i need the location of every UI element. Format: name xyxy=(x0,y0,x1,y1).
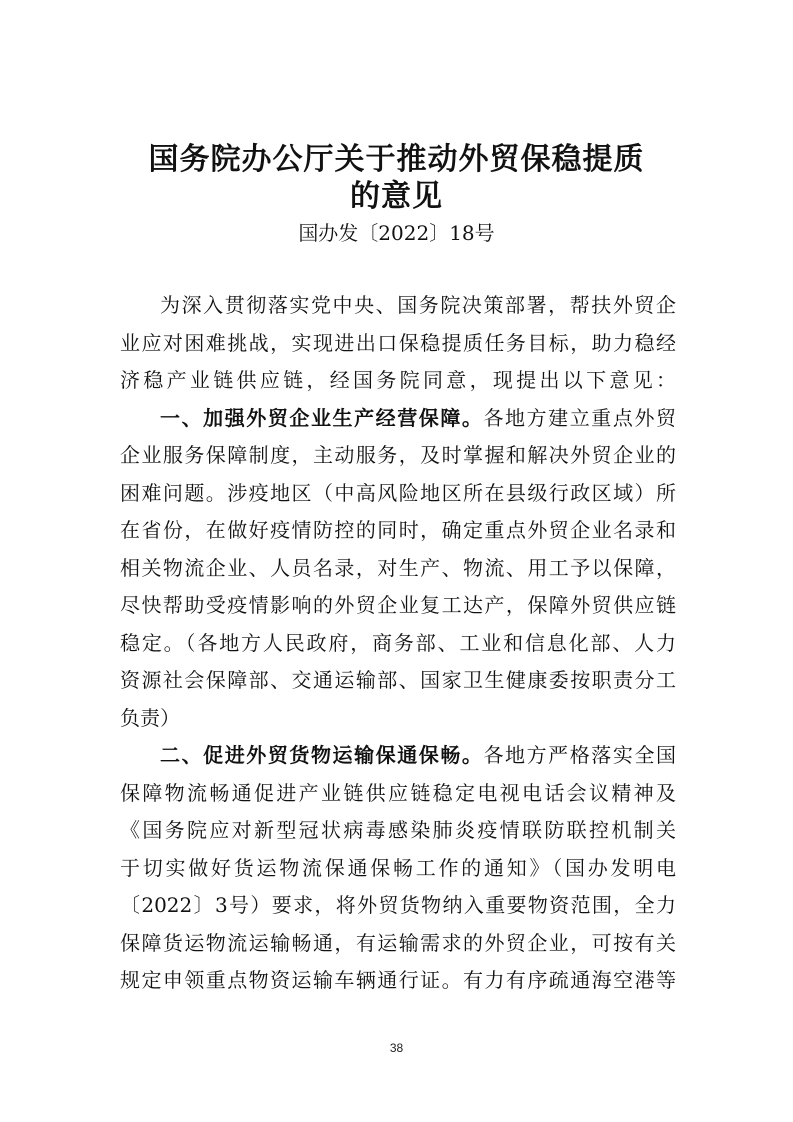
body-line: 稳定。（各地方人民政府，商务部、工业和信息化部、人力 xyxy=(120,630,676,655)
section-1-heading: 一、加强外贸企业生产经营保障。 xyxy=(160,405,484,430)
body-line: 保障物流畅通促进产业链供应链稳定电视电话会议精神及 xyxy=(120,780,676,805)
body-line: 规定申领重点物资运输车辆通行证。有力有序疏通海空港等 xyxy=(120,968,676,992)
body-line: 企业服务保障制度，主动服务，及时掌握和解决外贸企业的 xyxy=(120,443,676,467)
page-number: 38 xyxy=(389,1041,404,1055)
body-line: 保障货运物流运输畅通，有运输需求的外贸企业，可按有关 xyxy=(120,930,676,955)
body-line: 负责） xyxy=(120,705,180,730)
section-1-first-line xyxy=(120,400,676,438)
section-2-heading: 二、促进外贸货物运输保通保畅。 xyxy=(160,743,484,767)
body-line: 困难问题。涉疫地区（中高风险地区所在县级行政区域）所 xyxy=(120,480,676,505)
section-2-first-text: 各地方严格落实全国 xyxy=(483,743,676,767)
document-body xyxy=(120,287,676,1000)
body-line: 《国务院应对新型冠状病毒感染肺炎疫情联防联控机制关 xyxy=(120,818,676,842)
body-line: 相关物流企业、人员名录，对生产、物流、用工予以保障， xyxy=(120,555,676,580)
body-line: 业应对困难挑战，实现进出口保稳提质任务目标，助力稳经 xyxy=(120,330,676,355)
body-line: 尽快帮助受疫情影响的外贸企业复工达产，保障外贸供应链 xyxy=(120,593,676,617)
body-line: 济稳产业链供应链，经国务院同意，现提出以下意见： xyxy=(120,368,676,392)
body-line: 〔2022〕3号）要求，将外贸货物纳入重要物资范围，全力 xyxy=(120,893,676,917)
body-line: 在省份，在做好疫情防控的同时，确定重点外贸企业名录和 xyxy=(120,518,676,542)
section-2-first-line xyxy=(120,737,676,775)
section-1-first-text: 各地方建立重点外贸 xyxy=(483,405,676,430)
document-number: 国办发〔2022〕18号 xyxy=(298,221,495,245)
document-title-line-2: 的意见 xyxy=(350,179,443,214)
document-title-line-1: 国务院办公厅关于推动外贸保稳提质 xyxy=(148,142,645,177)
body-line: 于切实做好货运物流保通保畅工作的通知》（国办发明电 xyxy=(120,855,676,880)
body-line: 为深入贯彻落实党中央、国务院决策部署，帮扶外贸企 xyxy=(160,293,676,317)
body-line: 资源社会保障部、交通运输部、国家卫生健康委按职责分工 xyxy=(120,668,676,692)
